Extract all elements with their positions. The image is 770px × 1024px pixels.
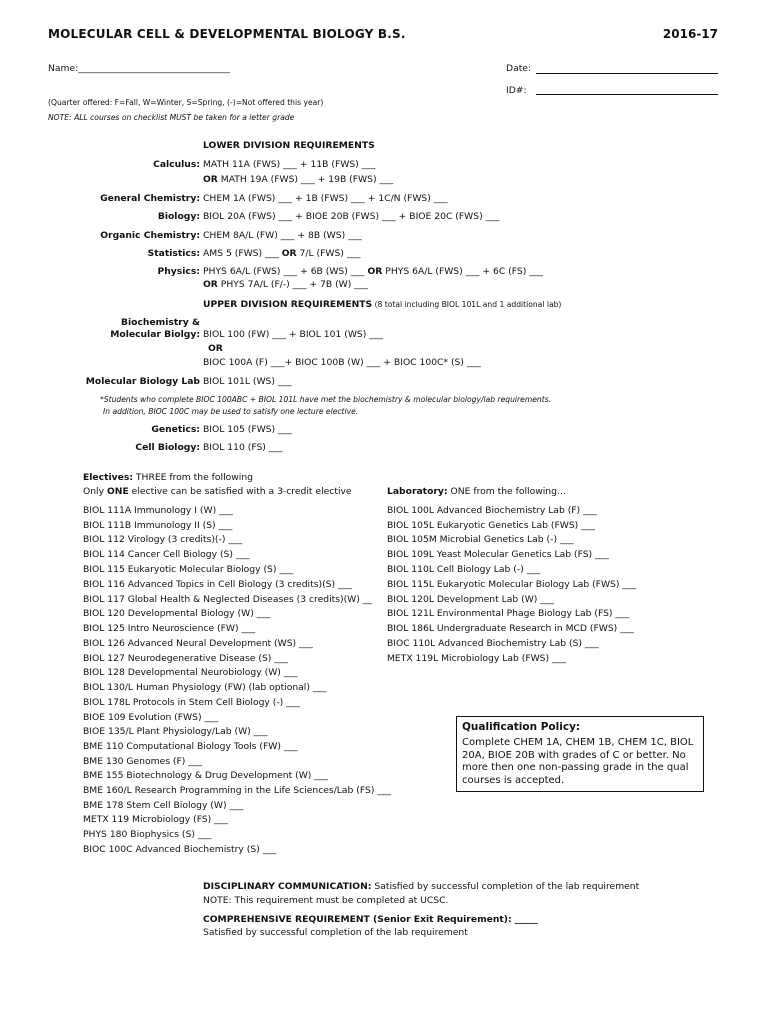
- organic-chemistry-courses: CHEM 8A/L (FW) ___ + 8B (WS) ___: [203, 230, 362, 241]
- name-field[interactable]: Name:_________________________________: [48, 63, 230, 74]
- biology-label: Biology:: [157, 211, 200, 222]
- list-item: BIOL 128 Developmental Neurobiology (W) ___: [83, 667, 298, 678]
- cell-biology-course: BIOL 110 (FS) ___: [203, 442, 283, 453]
- or-keyword: OR: [367, 266, 383, 277]
- upper-division-note: (8 total including BIOL 101L and 1 additional lab): [372, 300, 562, 309]
- general-chemistry-courses: CHEM 1A (FWS) ___ + 1B (FWS) ___ + 1C/N (FWS) ___: [203, 193, 448, 204]
- list-item: BIOL 100L Advanced Biochemistry Lab (F) ___: [387, 505, 597, 516]
- list-item: BIOL 120 Developmental Biology (W) ___: [83, 608, 271, 619]
- qualification-policy-heading: Qualification Policy:: [462, 721, 581, 733]
- list-item: BIOC 100C Advanced Biochemistry (S) ___: [83, 844, 277, 855]
- genetics-label: Genetics:: [151, 424, 200, 435]
- id-field[interactable]: [536, 94, 718, 95]
- comprehensive-requirement-note: Satisfied by successful completion of the lab requirement: [203, 927, 468, 938]
- calculus-option-2: [203, 174, 393, 185]
- list-item: BIOL 126 Advanced Neural Development (WS) ___: [83, 638, 313, 649]
- disciplinary-communication-text: Satisfied by successful completion of the lab requirement: [371, 881, 640, 892]
- list-item: BIOL 125 Intro Neuroscience (FW) ___: [83, 623, 256, 634]
- calculus-label: Calculus:: [153, 159, 200, 170]
- list-item: METX 119 Microbiology (FS) ___: [83, 814, 228, 825]
- or-keyword: OR: [208, 343, 223, 354]
- electives-rule-b: ONE: [106, 486, 129, 497]
- list-item: BIOL 115L Eukaryotic Molecular Biology Lab (FWS) ___: [387, 579, 637, 590]
- disciplinary-communication-note: NOTE: This requirement must be completed at UCSC.: [203, 895, 449, 906]
- list-item: METX 119L Microbiology Lab (FWS) ___: [387, 653, 566, 664]
- list-item: BIOL 111B Immunology II (S) ___: [83, 520, 233, 531]
- upper-division-heading: [203, 299, 561, 310]
- laboratory-count: ONE from the following…: [447, 486, 567, 497]
- list-item: BIOL 114 Cancer Cell Biology (S) ___: [83, 549, 250, 560]
- biology-courses: BIOL 20A (FWS) ___ + BIOE 20B (FWS) ___ + BIOE 20C (FWS) ___: [203, 211, 500, 222]
- page-title: MOLECULAR CELL & DEVELOPMENTAL BIOLOGY B.S.: [48, 27, 406, 41]
- list-item: BIOL 109L Yeast Molecular Genetics Lab (FS) ___: [387, 549, 609, 560]
- physics-option-2: [203, 279, 368, 290]
- electives-rule: [83, 486, 352, 497]
- comprehensive-requirement: COMPREHENSIVE REQUIREMENT (Senior Exit Requirement): _____: [203, 914, 538, 925]
- electives-title: Electives:: [83, 472, 134, 483]
- list-item: PHYS 180 Biophysics (S) ___: [83, 829, 212, 840]
- list-item: BIOL 178L Protocols in Stem Cell Biology (-) ___: [83, 697, 300, 708]
- electives-count: THREE from the following: [133, 472, 253, 483]
- id-label: ID#:: [506, 85, 527, 96]
- calculus-option-2-text: MATH 19A (FWS) ___ + 19B (FWS) ___: [217, 174, 394, 185]
- or-keyword: OR: [281, 248, 297, 259]
- list-item: BIOL 186L Undergraduate Research in MCD (FWS) ___: [387, 623, 634, 634]
- biochem-footnote-2: In addition, BIOC 100C may be used to satisfy one lecture elective.: [103, 407, 359, 416]
- list-item: BIOL 130/L Human Physiology (FW) (lab optional) ___: [83, 682, 327, 693]
- list-item: BIOL 115 Eukaryotic Molecular Biology (S) ___: [83, 564, 294, 575]
- list-item: BIOC 110L Advanced Biochemistry Lab (S) ___: [387, 638, 599, 649]
- biochem-footnote-1: *Students who complete BIOC 100ABC + BIOL 101L have met the biochemistry & molecular biology/lab requirements.: [100, 395, 552, 404]
- physics-option-1a: PHYS 6A/L (FWS) ___ + 6B (WS) ___: [203, 266, 368, 277]
- list-item: BME 178 Stem Cell Biology (W) ___: [83, 800, 244, 811]
- list-item: BIOL 127 Neurodegenerative Disease (S) ___: [83, 653, 289, 664]
- general-chemistry-label: General Chemistry:: [100, 193, 200, 204]
- electives-rule-a: Only: [83, 486, 107, 497]
- lower-division-heading: LOWER DIVISION REQUIREMENTS: [203, 140, 375, 151]
- statistics-courses: [203, 248, 361, 259]
- calculus-option-1: MATH 11A (FWS) ___ + 11B (FWS) ___: [203, 159, 376, 170]
- list-item: BME 160/L Research Programming in the Life Sciences/Lab (FS) ___: [83, 785, 392, 796]
- list-item: BIOL 105L Eukaryotic Genetics Lab (FWS) ___: [387, 520, 595, 531]
- date-field[interactable]: [536, 73, 718, 74]
- electives-heading: [83, 472, 253, 483]
- statistics-option-b: 7/L (FWS) ___: [296, 248, 361, 259]
- quarter-legend: (Quarter offered: F=Fall, W=Winter, S=Spring, (-)=Not offered this year): [48, 98, 324, 107]
- physics-option-1: [203, 266, 543, 277]
- list-item: BIOL 120L Development Lab (W) ___: [387, 594, 555, 605]
- list-item: BIOE 135/L Plant Physiology/Lab (W) ___: [83, 726, 268, 737]
- list-item: BIOL 117 Global Health & Neglected Diseases (3 credits)(W) __: [83, 594, 372, 605]
- list-item: BIOL 112 Virology (3 credits)(-) ___: [83, 534, 243, 545]
- statistics-option-a: AMS 5 (FWS) ___: [203, 248, 282, 259]
- biochem-option-1: BIOL 100 (FW) ___ + BIOL 101 (WS) ___: [203, 329, 384, 340]
- list-item: BME 155 Biotechnology & Drug Development (W) ___: [83, 770, 329, 781]
- disciplinary-communication-title: DISCIPLINARY COMMUNICATION:: [203, 881, 372, 892]
- catalog-year: 2016-17: [662, 27, 718, 41]
- molecular-biology-lab-course: BIOL 101L (WS) ___: [203, 376, 292, 387]
- physics-option-2-text: PHYS 7A/L (F/-) ___ + 7B (W) ___: [217, 279, 369, 290]
- list-item: BIOL 111A Immunology I (W) ___: [83, 505, 233, 516]
- list-item: BME 110 Computational Biology Tools (FW) ___: [83, 741, 298, 752]
- genetics-course: BIOL 105 (FWS) ___: [203, 424, 292, 435]
- biochem-label-line1: Biochemistry &: [121, 317, 200, 328]
- list-item: BIOL 110L Cell Biology Lab (-) ___: [387, 564, 541, 575]
- laboratory-title: Laboratory:: [387, 486, 448, 497]
- date-label: Date:: [506, 63, 532, 74]
- biochem-label-line2: Molecular Biolgy:: [110, 329, 200, 340]
- biochem-option-2: BIOC 100A (F) ___+ BIOC 100B (W) ___ + BIOC 100C* (S) ___: [203, 357, 481, 368]
- physics-option-1b: PHYS 6A/L (FWS) ___ + 6C (FS) ___: [382, 266, 543, 277]
- or-keyword: OR: [203, 279, 218, 290]
- list-item: BIOL 121L Environmental Phage Biology Lab (FS) ___: [387, 608, 630, 619]
- list-item: BIOE 109 Evolution (FWS) ___: [83, 712, 219, 723]
- or-keyword: OR: [203, 174, 218, 185]
- organic-chemistry-label: Organic Chemistry:: [100, 230, 200, 241]
- list-item: BIOL 105M Microbial Genetics Lab (-) ___: [387, 534, 574, 545]
- qualification-policy-body: Complete CHEM 1A, CHEM 1B, CHEM 1C, BIOL 20A, BIOE 20B with grades of C or better. No more then one non-passing grade in the qual courses is accepted.: [462, 737, 694, 786]
- list-item: BME 130 Genomes (F) ___: [83, 756, 203, 767]
- physics-label: Physics:: [157, 266, 200, 277]
- cell-biology-label: Cell Biology:: [135, 442, 200, 453]
- qualification-policy-box: [456, 716, 704, 792]
- disciplinary-communication: [203, 881, 639, 892]
- electives-rule-c: elective can be satisfied with a 3-credit elective: [128, 486, 352, 497]
- list-item: BIOL 116 Advanced Topics in Cell Biology (3 credits)(S) ___: [83, 579, 352, 590]
- laboratory-heading: [387, 486, 566, 497]
- statistics-label: Statistics:: [147, 248, 200, 259]
- molecular-biology-lab-label: Molecular Biology Lab: [85, 376, 200, 387]
- upper-division-title: UPPER DIVISION REQUIREMENTS: [203, 299, 373, 310]
- letter-grade-note: NOTE: ALL courses on checklist MUST be taken for a letter grade: [48, 113, 295, 122]
